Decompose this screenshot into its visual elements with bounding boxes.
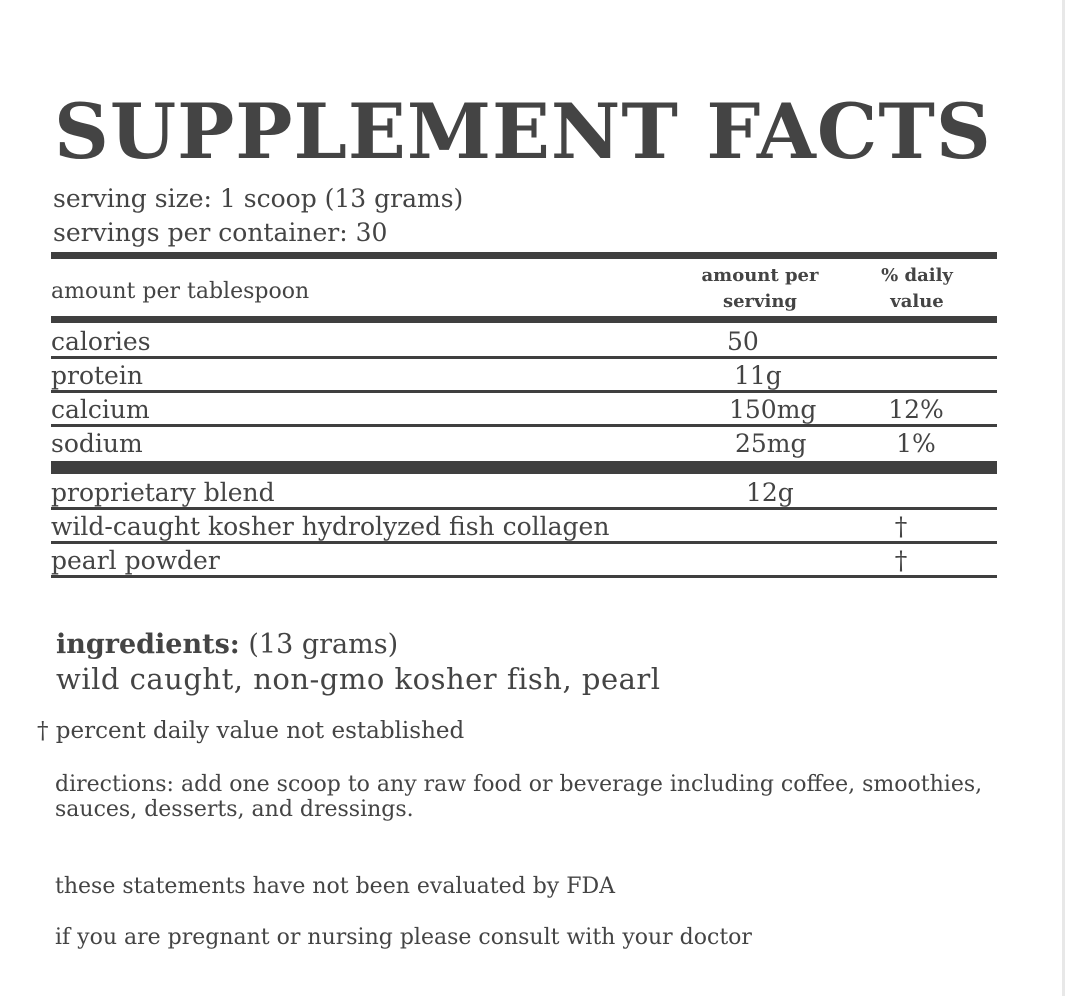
thick-divider xyxy=(51,252,997,259)
daily-value-header xyxy=(862,263,972,315)
nutrient-name: calories xyxy=(51,327,151,356)
nutrient-dv: 12% xyxy=(888,395,944,424)
nutrient-dv: 1% xyxy=(896,429,936,458)
dagger-mark: † xyxy=(894,546,908,575)
nutrient-row-calcium xyxy=(51,393,997,427)
daily-value-note: † percent daily value not established xyxy=(37,718,465,744)
amount-per-serving-header xyxy=(690,263,830,315)
blend-amount: 12g xyxy=(746,478,794,507)
serving-size: serving size: 1 scoop (13 grams) xyxy=(53,184,464,213)
nutrient-row-protein xyxy=(51,359,997,393)
nutrient-row-calories xyxy=(51,325,997,359)
nutrient-name: protein xyxy=(51,361,143,390)
nutrient-amount: 25mg xyxy=(735,429,807,458)
row-divider xyxy=(51,575,997,578)
dagger-mark: † xyxy=(894,512,908,541)
blend-name: proprietary blend xyxy=(51,478,275,507)
blend-name: pearl powder xyxy=(51,546,220,575)
thick-divider xyxy=(51,461,997,474)
directions-text: directions: add one scoop to any raw food or beverage including coffee, smoothies, sauces, desserts, and dressings. xyxy=(55,772,983,822)
ingredients-weight: (13 grams) xyxy=(248,629,399,660)
blend-row-fish-collagen xyxy=(51,510,997,544)
nutrient-amount: 150mg xyxy=(729,395,817,424)
label-title: SUPPLEMENT FACTS xyxy=(54,87,992,176)
nutrient-name: sodium xyxy=(51,429,143,458)
servings-per-container: servings per container: 30 xyxy=(53,218,388,247)
amount-per-tablespoon-header: amount per tablespoon xyxy=(51,279,310,304)
dv-header-line2: value xyxy=(890,291,944,312)
nutrient-name: calcium xyxy=(51,395,150,424)
fda-statement: these statements have not been evaluated by FDA xyxy=(55,874,615,899)
amount-header-line2: serving xyxy=(722,291,798,312)
pregnancy-warning: if you are pregnant or nursing please consult with your doctor xyxy=(55,925,752,950)
ingredients-list: wild caught, non-gmo kosher fish, pearl xyxy=(56,662,661,696)
nutrient-amount: 50 xyxy=(727,327,759,356)
nutrient-amount: 11g xyxy=(734,361,782,390)
nutrient-row-sodium xyxy=(51,427,997,461)
blend-row-pearl-powder xyxy=(51,544,997,578)
blend-name: wild-caught kosher hydrolyzed fish collagen xyxy=(51,512,610,541)
ingredients-label: ingredients: xyxy=(56,629,240,660)
ingredients-heading xyxy=(56,628,398,661)
blend-row-proprietary xyxy=(51,476,997,510)
dv-header-line1: % daily xyxy=(881,265,953,286)
amount-header-line1: amount per xyxy=(701,265,819,286)
thick-divider xyxy=(51,316,997,323)
